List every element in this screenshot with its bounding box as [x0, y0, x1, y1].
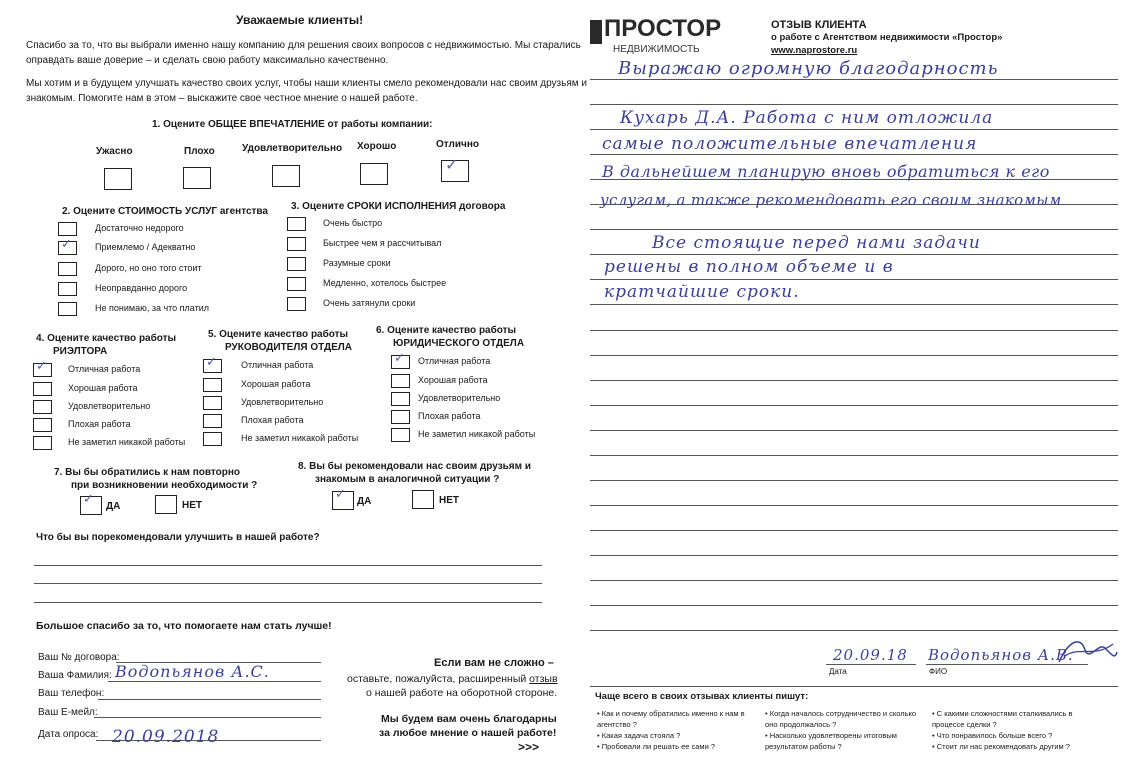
- intro-text: Мы хотим и в будущем улучшать качество своих услуг, чтобы наши клиенты смело рекомендовали нас своим друзьям и: [26, 78, 587, 89]
- ruled-line: [590, 380, 1118, 381]
- question-3: 3. Оцените СРОКИ ИСПОЛНЕНИЯ договора: [291, 201, 506, 212]
- phone-label: Ваш телефон:: [38, 688, 105, 699]
- question-1: 1. Оцените ОБЩЕЕ ВПЕЧАТЛЕНИЕ от работы компании:: [152, 119, 433, 130]
- q8-yes-label: ДА: [357, 496, 372, 507]
- q4-option: Отличная работа: [68, 364, 141, 374]
- logo-sub: НЕДВИЖИМОСТЬ: [613, 44, 700, 55]
- q4-option: Не заметил никакой работы: [68, 437, 186, 447]
- q3-checkbox[interactable]: [287, 217, 306, 231]
- q6-checkbox[interactable]: [391, 351, 410, 369]
- q3-option: Быстрее чем я рассчитывал: [323, 238, 442, 248]
- signature-name: Водопьянов А.В.: [928, 646, 1074, 664]
- promo-text: Если вам не сложно –: [434, 657, 554, 669]
- question-4-subject: РИЭЛТОРА: [53, 346, 108, 357]
- q1-checkbox[interactable]: [104, 168, 132, 190]
- tips-column: [932, 708, 1092, 752]
- q2-checkbox[interactable]: [58, 302, 77, 316]
- q2-option: Неоправданно дорого: [95, 283, 188, 293]
- ruled-line: [590, 304, 1118, 305]
- q3-option: Очень быстро: [323, 218, 383, 228]
- website-link[interactable]: www.naprostore.ru: [771, 45, 858, 56]
- ruled-line: [590, 530, 1118, 531]
- ruled-line: [590, 79, 1118, 80]
- q1-option-label: Отлично: [436, 139, 479, 150]
- q5-option: Не заметил никакой работы: [241, 433, 359, 443]
- date-line: [826, 664, 916, 665]
- q7-yes-label: ДА: [106, 501, 121, 512]
- surname-handwriting: Водопьянов А.С.: [115, 662, 270, 681]
- q5-checkbox[interactable]: [203, 432, 222, 446]
- signature-date: 20.09.18: [833, 646, 908, 664]
- question-6: 6. Оцените качество работы: [376, 325, 517, 336]
- q6-option: Отличная работа: [418, 356, 491, 366]
- answer-line[interactable]: [34, 565, 542, 566]
- q1-option-label: Плохо: [184, 146, 215, 157]
- q1-checkbox[interactable]: [272, 165, 300, 187]
- q1-checkbox[interactable]: [360, 163, 388, 185]
- question-5: 5. Оцените качество работы: [208, 329, 349, 340]
- surname-field[interactable]: [108, 681, 321, 682]
- often-title: Чаще всего в своих отзывах клиенты пишут:: [595, 691, 809, 702]
- date-label: Дата опроса:: [38, 729, 99, 740]
- q2-checkbox[interactable]: [58, 262, 77, 276]
- q5-checkbox[interactable]: [203, 378, 222, 392]
- q5-option: Удовлетворительно: [241, 397, 324, 407]
- handwritten-review-line: В дальнейшем планирую вновь обратиться к его: [602, 162, 1050, 181]
- logo-mark: [590, 20, 602, 44]
- q2-option: Дорого, но оно того стоит: [95, 263, 202, 273]
- handwritten-review-line: Кухарь Д.А. Работа с ним отложила: [620, 108, 994, 128]
- q3-option: Медленно, хотелось быстрее: [323, 278, 447, 288]
- surname-label: Ваша Фамилия:: [38, 670, 112, 681]
- ruled-line: [590, 229, 1118, 230]
- intro-text: оправдать ваше доверие – и сделать свою работу максимально качественно.: [26, 55, 389, 66]
- q1-option-label: Удовлетворительно: [242, 143, 343, 154]
- q6-checkbox[interactable]: [391, 374, 410, 388]
- ruled-line: [590, 580, 1118, 581]
- q4-checkbox[interactable]: [33, 400, 52, 414]
- question-6-subject: ЮРИДИЧЕСКОГО ОТДЕЛА: [393, 338, 525, 349]
- intro-text: Спасибо за то, что вы выбрали именно нашу компанию для решения своих вопросов с недвижимостью. Мы старались: [26, 40, 581, 51]
- tip-item: • Когда началось сотрудничество и сколько оно продолжалось ?: [765, 708, 925, 730]
- handwritten-review-line: Все стоящие перед нами задачи: [652, 233, 981, 253]
- q6-checkbox[interactable]: [391, 392, 410, 406]
- intro-text: знакомым. Помогите нам в этом – выскажите свое честное мнение о нашей работе.: [26, 93, 418, 104]
- q5-option: Плохая работа: [241, 415, 304, 425]
- q5-checkbox[interactable]: [203, 396, 222, 410]
- q7-no-label: НЕТ: [182, 500, 202, 511]
- q4-option: Плохая работа: [68, 419, 131, 429]
- checkmark-icon: ✓: [335, 487, 346, 502]
- checkmark-icon: ✓: [61, 237, 72, 252]
- date-caption: Дата: [829, 667, 847, 676]
- q2-checkbox[interactable]: [58, 222, 77, 236]
- question-5-subject: РУКОВОДИТЕЛЯ ОТДЕЛА: [225, 342, 353, 353]
- answer-line[interactable]: [34, 602, 542, 603]
- q5-option: Хорошая работа: [241, 379, 311, 389]
- tip-item: • Какая задача стояла ?: [597, 730, 755, 741]
- ruled-line: [590, 630, 1118, 631]
- q4-option: Хорошая работа: [68, 383, 138, 393]
- tips-column: [597, 708, 755, 752]
- promo-text: Мы будем вам очень благодарны: [381, 713, 557, 725]
- email-field[interactable]: [94, 717, 321, 718]
- ruled-line: [590, 254, 1118, 255]
- phone-field[interactable]: [98, 699, 321, 700]
- q6-checkbox[interactable]: [391, 428, 410, 442]
- q3-checkbox[interactable]: [287, 277, 306, 291]
- ruled-line: [590, 480, 1118, 481]
- q3-checkbox[interactable]: [287, 297, 306, 311]
- email-label: Ваш Е-мейл:: [38, 707, 98, 718]
- q2-option: Приемлемо / Адекватно: [95, 242, 196, 252]
- q8-no-label: НЕТ: [439, 495, 459, 506]
- date-handwriting: 20.09.2018: [112, 727, 220, 747]
- handwritten-review-line: самые положительные впечатления: [602, 134, 978, 154]
- contract-label: Ваш № договора:: [38, 652, 120, 663]
- question-7: 7. Вы бы обратились к нам повторно: [54, 467, 240, 478]
- ruled-line: [590, 355, 1118, 356]
- arrows-icon: >>>: [518, 740, 540, 754]
- logo-main: ПРОСТОР: [604, 15, 722, 42]
- q5-checkbox[interactable]: [203, 414, 222, 428]
- ruled-line: [590, 104, 1118, 105]
- signature-scribble: [1055, 632, 1121, 672]
- tip-item: • Как и почему обратились именно к нам в агентство ?: [597, 708, 755, 730]
- ruled-line: [590, 405, 1118, 406]
- checkmark-icon: ✓: [36, 359, 47, 374]
- handwritten-review-line: решены в полном объеме и в: [604, 257, 894, 277]
- ruled-line: [590, 154, 1118, 155]
- q3-option: Разумные сроки: [323, 258, 391, 268]
- question-8: 8. Вы бы рекомендовали нас своим друзьям и: [298, 461, 531, 472]
- tips-column: [765, 708, 925, 752]
- section-divider: [590, 686, 1118, 687]
- q8-yes-checkbox[interactable]: [332, 487, 354, 510]
- handwritten-review-line: услугам, а также рекомендовать его своим знакомым: [600, 191, 1062, 209]
- survey-title: Уважаемые клиенты!: [236, 13, 364, 27]
- ruled-line: [590, 605, 1118, 606]
- review-heading: ОТЗЫВ КЛИЕНТА: [771, 19, 867, 31]
- q6-option: Плохая работа: [418, 411, 481, 421]
- q1-checkbox[interactable]: [183, 167, 211, 189]
- q2-checkbox[interactable]: [58, 237, 77, 255]
- review-subheading: о работе с Агентством недвижимости «Простор»: [771, 32, 1003, 43]
- q6-option: Не заметил никакой работы: [418, 429, 536, 439]
- q4-checkbox[interactable]: [33, 359, 52, 377]
- q4-checkbox[interactable]: [33, 436, 52, 450]
- promo-text: оставьте, пожалуйста, расширенный отзыв: [347, 673, 558, 685]
- tip-item: • Пробовали ли решать ее сами ?: [597, 741, 755, 752]
- q2-option: Достаточно недорого: [95, 223, 184, 233]
- question-4: 4. Оцените качество работы: [36, 333, 177, 344]
- q6-option: Удовлетворительно: [418, 393, 501, 403]
- q4-checkbox[interactable]: [33, 418, 52, 432]
- promo-text: за любое мнение о нашей работе!: [379, 727, 557, 739]
- ruled-line: [590, 555, 1118, 556]
- ruled-line: [590, 430, 1118, 431]
- checkmark-icon: ✓: [394, 351, 405, 366]
- tip-item: • Насколько удовлетворены итоговым результатом работы ?: [765, 730, 925, 752]
- question-7-cont: при возникновении необходимости ?: [71, 480, 258, 491]
- q1-option-label: Ужасно: [96, 146, 133, 157]
- q2-option: Не понимаю, за что платил: [95, 303, 210, 313]
- q5-option: Отличная работа: [241, 360, 314, 370]
- q2-checkbox[interactable]: [58, 282, 77, 296]
- promo-text: о нашей работе на оборотной стороне.: [366, 687, 558, 699]
- tip-item: • С какими сложностями сталкивались в процессе сделки ?: [932, 708, 1092, 730]
- checkmark-icon: ✓: [206, 355, 217, 370]
- q7-no-checkbox[interactable]: [155, 495, 177, 514]
- question-8-cont: знакомым в аналогичной ситуации ?: [315, 474, 500, 485]
- q7-yes-checkbox[interactable]: [80, 492, 102, 515]
- tip-item: • Что понравилось больше всего ?: [932, 730, 1092, 741]
- thanks-text: Большое спасибо за то, что помогаете нам стать лучше!: [36, 620, 332, 632]
- q3-checkbox[interactable]: [287, 237, 306, 251]
- ruled-line: [590, 129, 1118, 130]
- q1-checkbox[interactable]: [441, 155, 469, 182]
- ruled-line: [590, 505, 1118, 506]
- ruled-line: [590, 279, 1118, 280]
- question-9: Что бы вы порекомендовали улучшить в нашей работе?: [36, 532, 320, 543]
- handwritten-review-line: кратчайшие сроки.: [604, 282, 800, 302]
- question-2: 2. Оцените СТОИМОСТЬ УСЛУГ агентства: [62, 206, 268, 217]
- checkmark-icon: ✓: [445, 155, 459, 174]
- ruled-line: [590, 455, 1118, 456]
- answer-line[interactable]: [34, 583, 542, 584]
- ruled-line: [590, 330, 1118, 331]
- q4-checkbox[interactable]: [33, 382, 52, 396]
- checkmark-icon: ✓: [83, 492, 94, 507]
- q8-no-checkbox[interactable]: [412, 490, 434, 509]
- q1-option-label: Хорошо: [357, 141, 397, 152]
- q5-checkbox[interactable]: [203, 355, 222, 373]
- q6-option: Хорошая работа: [418, 375, 488, 385]
- tip-item: • Стоит ли нас рекомендовать другим ?: [932, 741, 1092, 752]
- q6-checkbox[interactable]: [391, 410, 410, 424]
- fio-caption: ФИО: [929, 667, 948, 676]
- q4-option: Удовлетворительно: [68, 401, 151, 411]
- q3-checkbox[interactable]: [287, 257, 306, 271]
- q3-option: Очень затянули сроки: [323, 298, 416, 308]
- handwritten-review-line: Выражаю огромную благодарность: [618, 58, 999, 79]
